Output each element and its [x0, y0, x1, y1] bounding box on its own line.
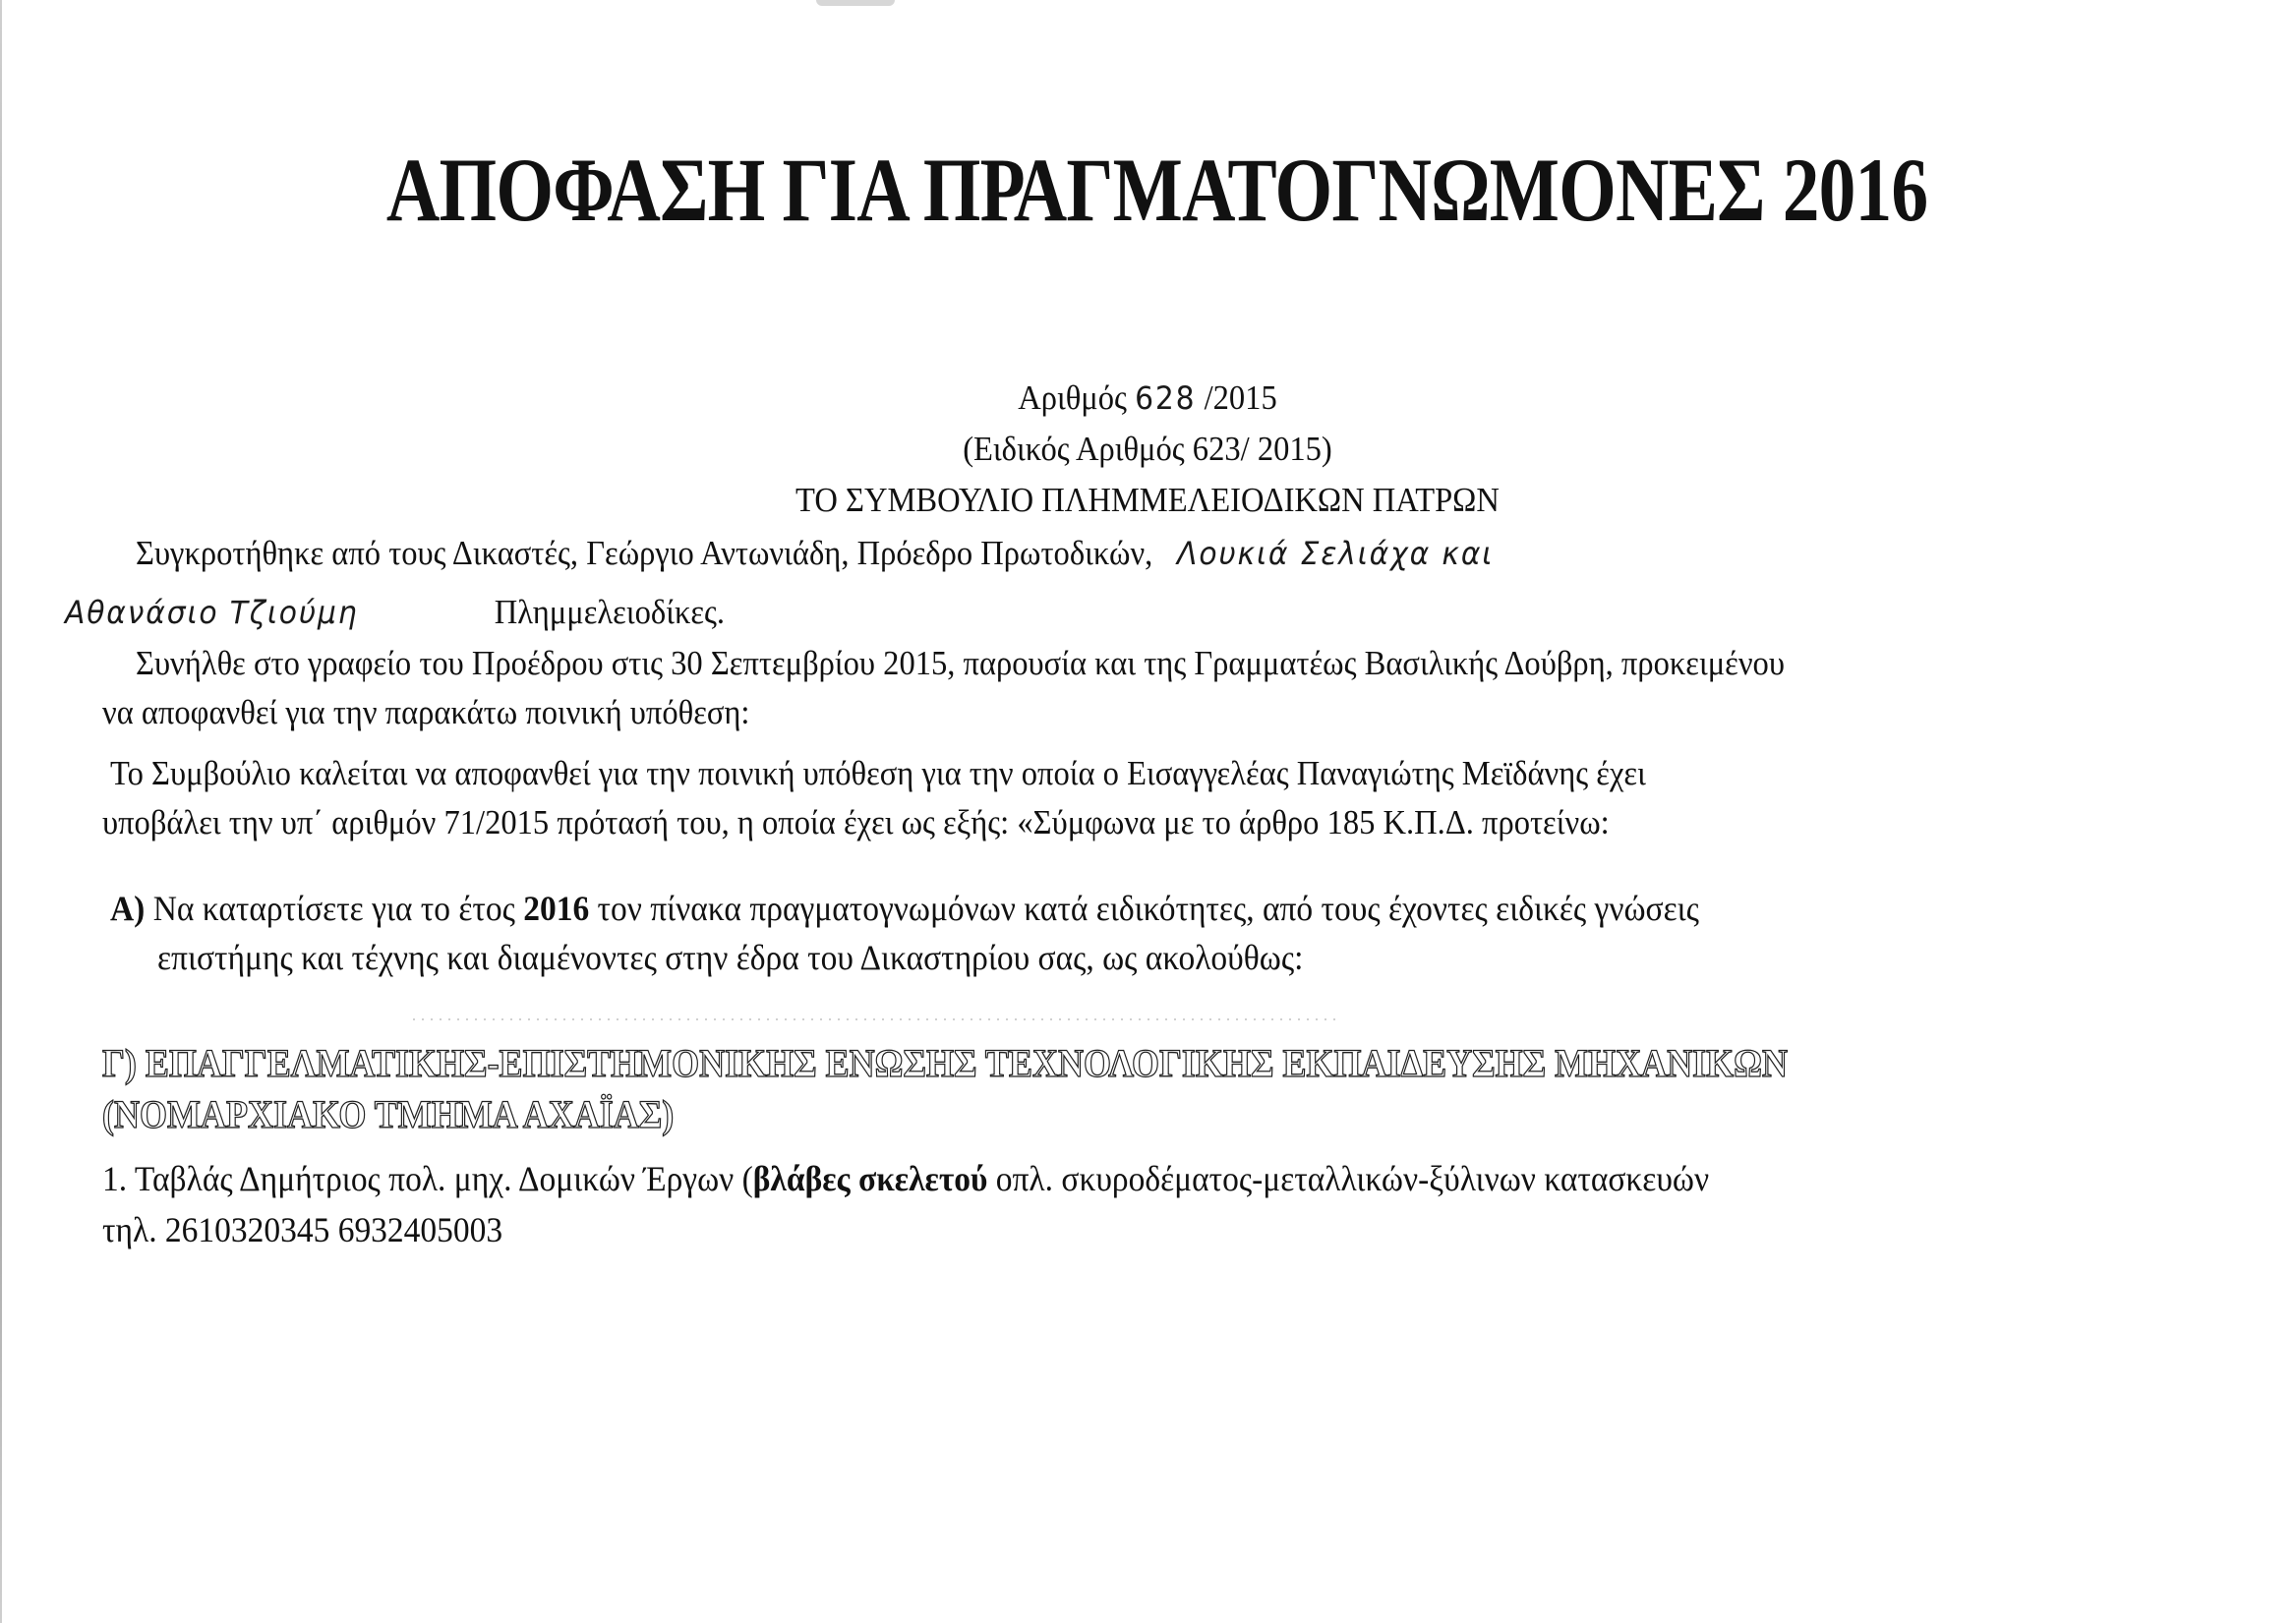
composition-line [136, 534, 1494, 573]
special-number: (Ειδικός Αριθμός 623/ 2015) [963, 430, 1332, 468]
scan-smudge [816, 0, 895, 6]
entry-1-name: 1. Ταβλάς Δημήτριος πολ. μηχ. Δομικών Έργων ( [102, 1159, 753, 1198]
document-title: ΑΠΟΦΑΣΗ ΓΙΑ ΠΡΑΓΜΑΤΟΓΝΩΜΟΝΕΣ 2016 [385, 140, 1928, 240]
entry-1-line-1 [102, 1158, 1709, 1199]
section-a-text-before: Να καταρτίσετε για το έτος [152, 889, 515, 928]
entry-1-specialty-rest: οπλ. σκυροδέματος-μεταλλικών-ξύλινων κατασκευών [987, 1159, 1710, 1198]
section-g-heading-1: Γ) ΕΠΑΓΓΕΛΜΑΤΙΚΗΣ-ΕΠΙΣΤΗΜΟΝΙΚΗΣ ΕΝΩΣΗΣ ΤΕΧΝΟΛΟΓΙΚΗΣ ΕΚΠΑΙΔΕΥΣΗΣ ΜΗΧΑΝΙΚΩΝ [102, 1041, 1788, 1085]
section-a-label: Α) [110, 889, 146, 928]
section-a-year: 2016 [523, 889, 590, 928]
council-name: ΤΟ ΣΥΜΒΟΥΛΙΟ ΠΛΗΜΜΕΛΕΙΟΔΙΚΩΝ ΠΑΤΡΩΝ [795, 481, 1500, 519]
proposal-line-1: Το Συμβούλιο καλείται να αποφανθεί για την ποινική υπόθεση για την οποία ο Εισαγγελέας Παναγιώτης Μεϊδάνης έχει [110, 754, 1646, 792]
meeting-line-1: Συνήλθε στο γραφείο του Προέδρου στις 30 Σεπτεμβρίου 2015, παρουσία και της Γραμματέως Βασιλικής Δούβρη, προκειμένου [136, 644, 1785, 682]
entry-1-phones: τηλ. 2610320345 6932405003 [102, 1210, 503, 1249]
composition-text: Συγκροτήθηκε από τους Δικαστές, Γεώργιο Αντωνιάδη, Πρόεδρο Πρωτοδικών, [136, 534, 1153, 572]
proposal-line-2: υποβάλει την υπ΄ αριθμόν 71/2015 πρότασή του, η οποία έχει ως εξής: «Σύμφωνα με το άρθρο 185 Κ.Π.Δ. προτείνω: [102, 803, 1610, 841]
decision-number [80, 378, 2215, 418]
section-g-heading-2: (ΝΟΜΑΡΧΙΑΚΟ ΤΜΗΜΑ ΑΧΑΪΑΣ) [102, 1092, 675, 1136]
meeting-line-2: να αποφανθεί για την παρακάτω ποινική υπόθεση: [102, 693, 750, 731]
number-label: Αριθμός [1018, 378, 1127, 417]
scan-edge [0, 0, 2, 1623]
composition-line-2 [65, 593, 725, 632]
handwritten-judge-1: Λουκιά Σελιάχα και [1177, 535, 1495, 572]
faint-rule [413, 1018, 1337, 1020]
composition-suffix: Πλημμελειοδίκες. [494, 593, 726, 631]
section-a-line-2: επιστήμης και τέχνης και διαμένοντες στην έδρα του Δικαστηρίου σας, ως ακολούθως: [157, 938, 1304, 977]
number-suffix: /2015 [1204, 378, 1277, 417]
section-a-line-1 [110, 888, 1699, 929]
section-a-text-after: τον πίνακα πραγματογνωμόνων κατά ειδικότητες, από τους έχοντες ειδικές γνώσεις [597, 889, 1699, 928]
handwritten-number: 628 [1135, 379, 1197, 417]
entry-1-specialty: βλάβες σκελετού [752, 1159, 988, 1198]
handwritten-judge-2: Αθανάσιο Τζιούμη [65, 594, 359, 631]
